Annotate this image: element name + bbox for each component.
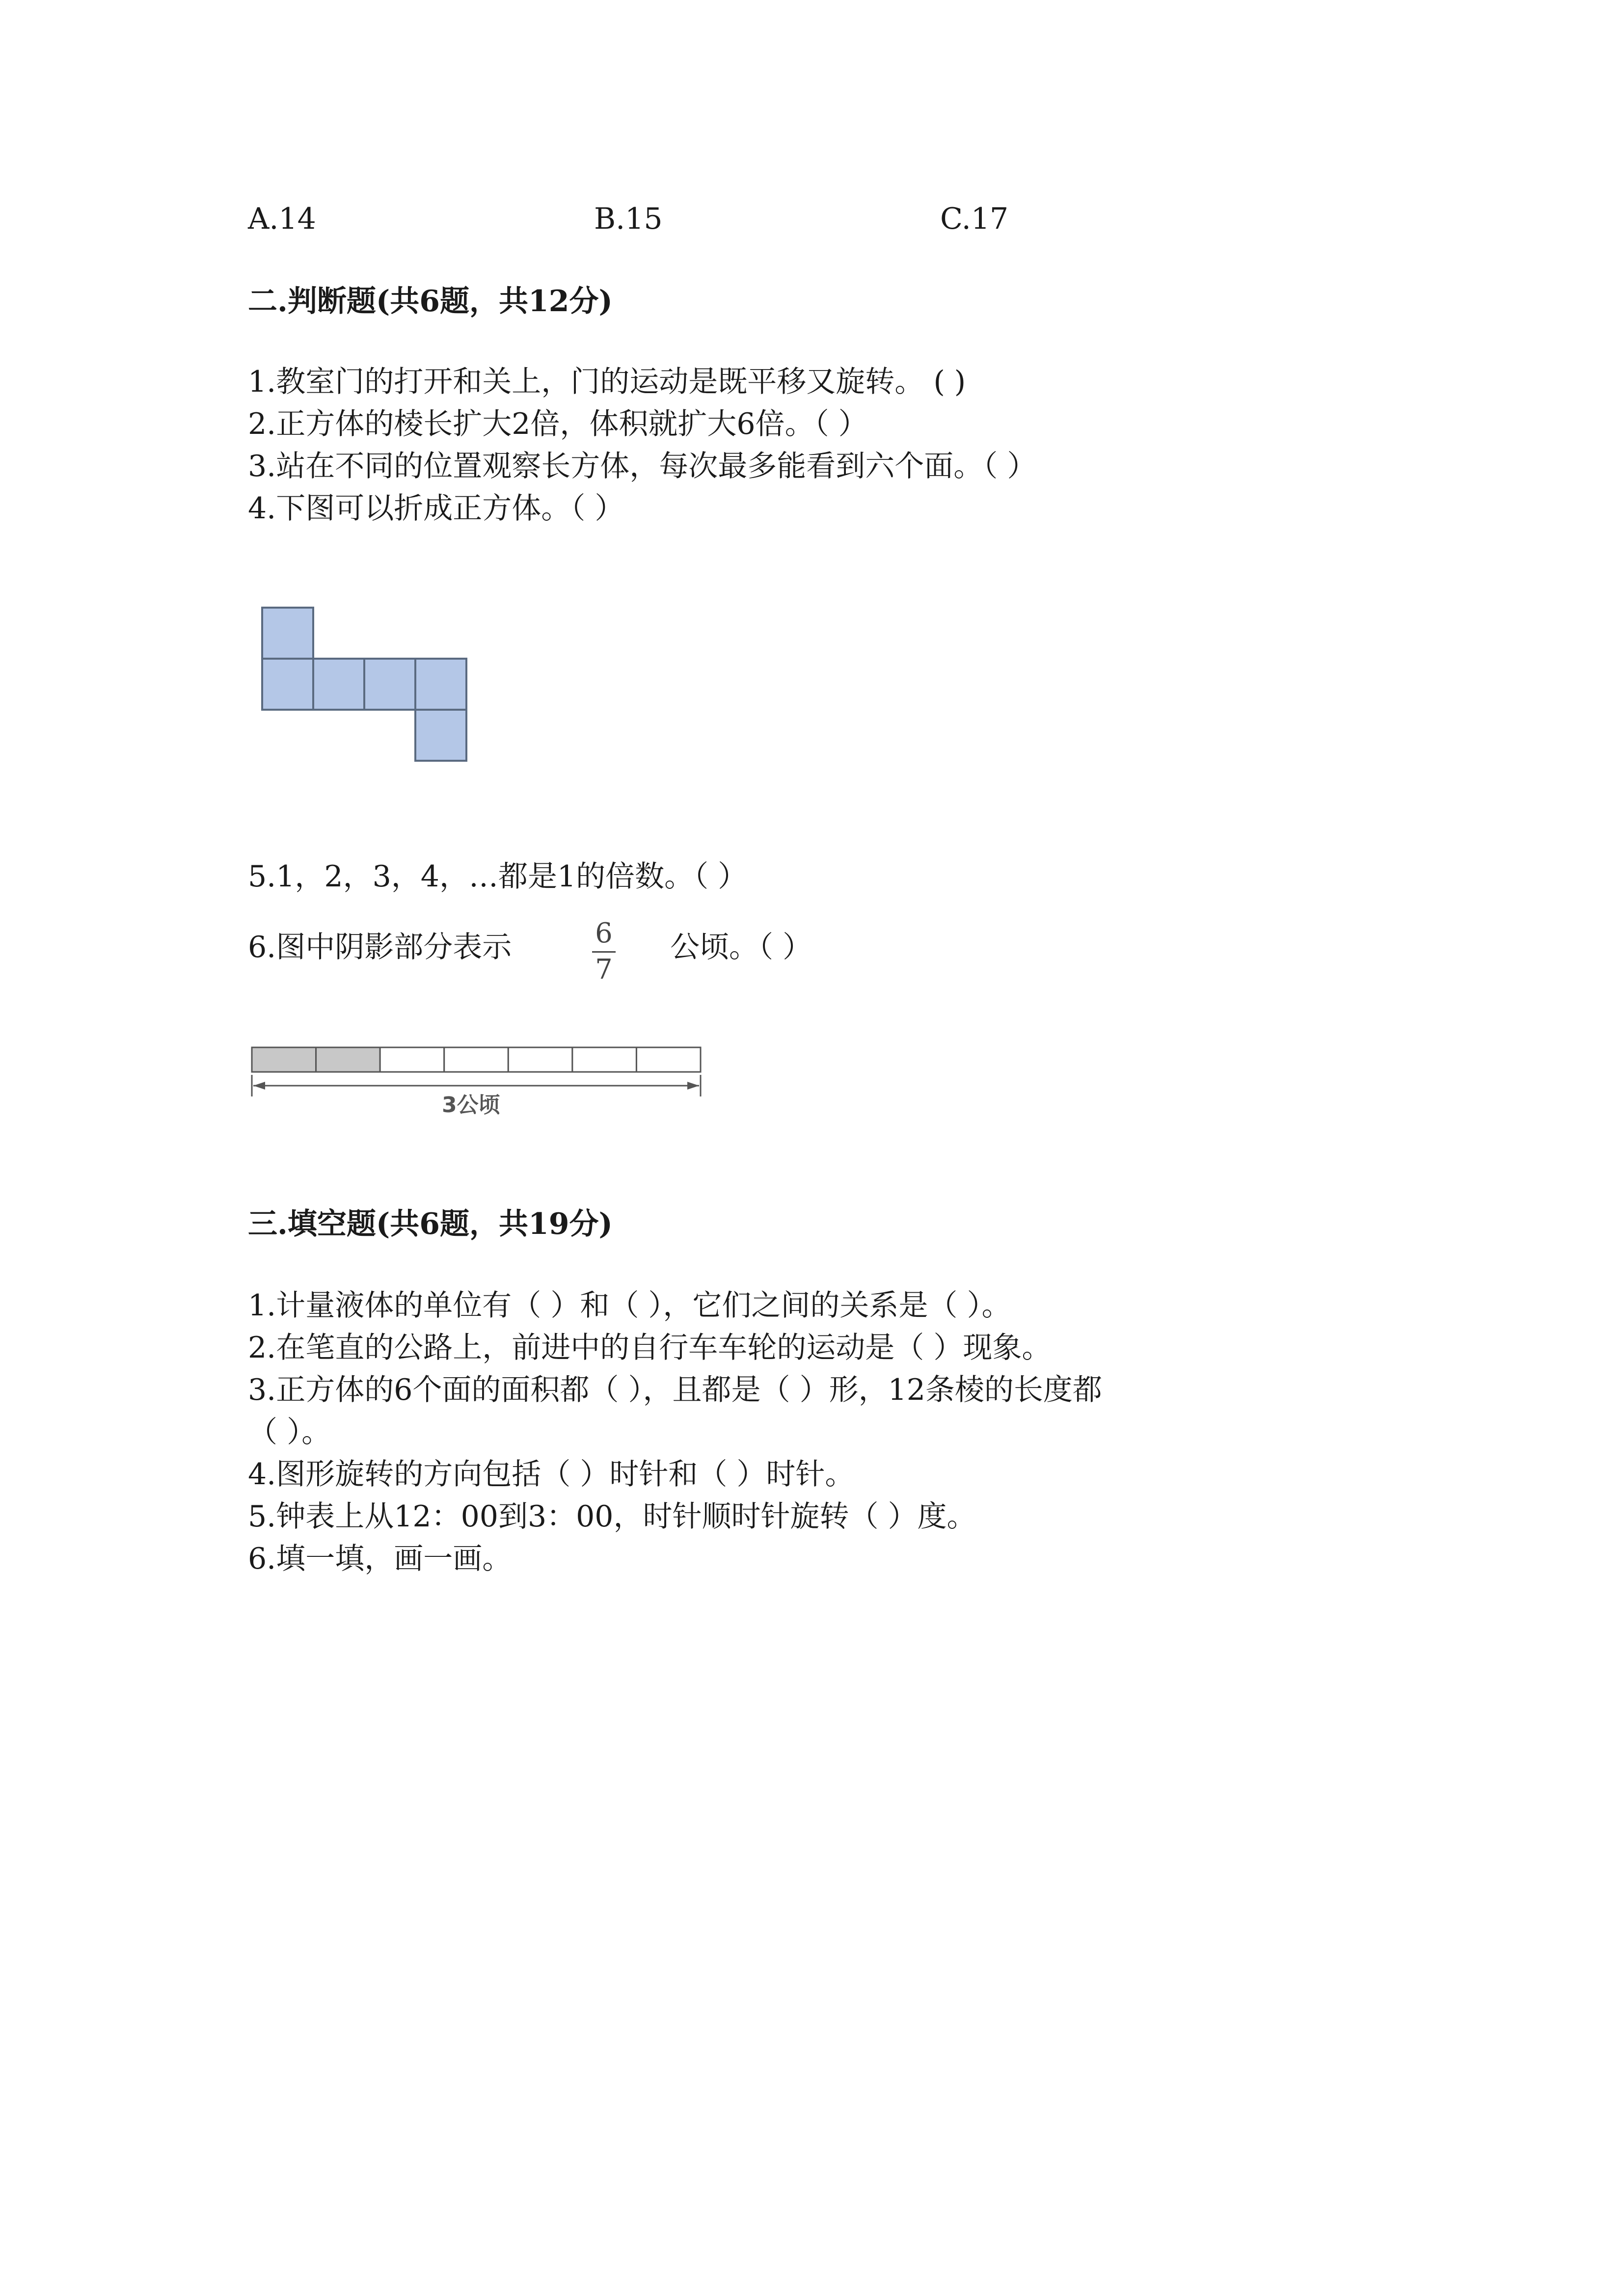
- judge-question-6-before: 6.图中阴影部分表示: [248, 930, 512, 964]
- hectare-bar-figure: [250, 1045, 707, 1119]
- fraction-numerator: 6: [595, 917, 613, 949]
- option-b: B.15: [594, 202, 663, 236]
- cube-net-figure: [260, 606, 476, 768]
- fill-question-3-cont: （ ）。: [248, 1415, 331, 1449]
- fill-question-1: 1.计量液体的单位有（ ）和（ ），它们之间的关系是（ ）。: [248, 1288, 1011, 1323]
- fill-question-4: 4.图形旋转的方向包括（ ）时针和（ ）时针。: [248, 1457, 855, 1492]
- cube-net-squares: [262, 608, 466, 761]
- judge-question-6-after: 公顷。（ ）: [670, 930, 812, 964]
- bar-arrow-right: [687, 1082, 699, 1090]
- option-a: A.14: [248, 202, 316, 236]
- fill-question-2: 2.在笔直的公路上，前进中的自行车车轮的运动是（ ）现象。: [248, 1331, 1052, 1365]
- bar-segment-shaded: [316, 1047, 380, 1072]
- bar-segments: [252, 1047, 701, 1072]
- bar-segment: [444, 1047, 509, 1072]
- judge-question-3: 3.站在不同的位置观察长方体，每次最多能看到六个面。（ ）: [248, 449, 1037, 483]
- bar-segment: [380, 1047, 444, 1072]
- net-square: [262, 659, 313, 710]
- fraction-denominator: 7: [595, 954, 613, 986]
- bar-segment-shaded: [252, 1047, 316, 1072]
- net-square: [313, 659, 364, 710]
- bar-label: 3公顷: [442, 1093, 500, 1118]
- net-square: [262, 608, 313, 659]
- judge-question-1: 1.教室门的打开和关上，门的运动是既平移又旋转。 ( ): [248, 365, 966, 399]
- section2-heading: 二.判断题(共6题，共12分): [248, 284, 613, 319]
- net-square: [415, 659, 466, 710]
- judge-question-4: 4.下图可以折成正方体。（ ）: [248, 491, 624, 526]
- bar-segment: [636, 1047, 701, 1072]
- bar-arrow-left: [253, 1082, 265, 1090]
- section3-heading: 三.填空题(共6题，共19分): [248, 1207, 613, 1241]
- fill-question-5: 5.钟表上从12：00到3：00，时针顺时针旋转（ ）度。: [248, 1499, 976, 1534]
- fraction-bar: [592, 951, 616, 953]
- net-square: [415, 710, 466, 761]
- bar-segment: [508, 1047, 572, 1072]
- judge-question-2: 2.正方体的棱长扩大2倍，体积就扩大6倍。（ ）: [248, 407, 868, 441]
- option-c: C.17: [940, 202, 1009, 236]
- bar-segment: [572, 1047, 637, 1072]
- fill-question-6: 6.填一填，画一画。: [248, 1542, 512, 1576]
- fill-question-3: 3.正方体的6个面的面积都（ ），且都是（ ）形，12条棱的长度都: [248, 1373, 1102, 1407]
- net-square: [364, 659, 415, 710]
- judge-question-5: 5.1，2，3，4，…都是1的倍数。（ ）: [248, 859, 748, 894]
